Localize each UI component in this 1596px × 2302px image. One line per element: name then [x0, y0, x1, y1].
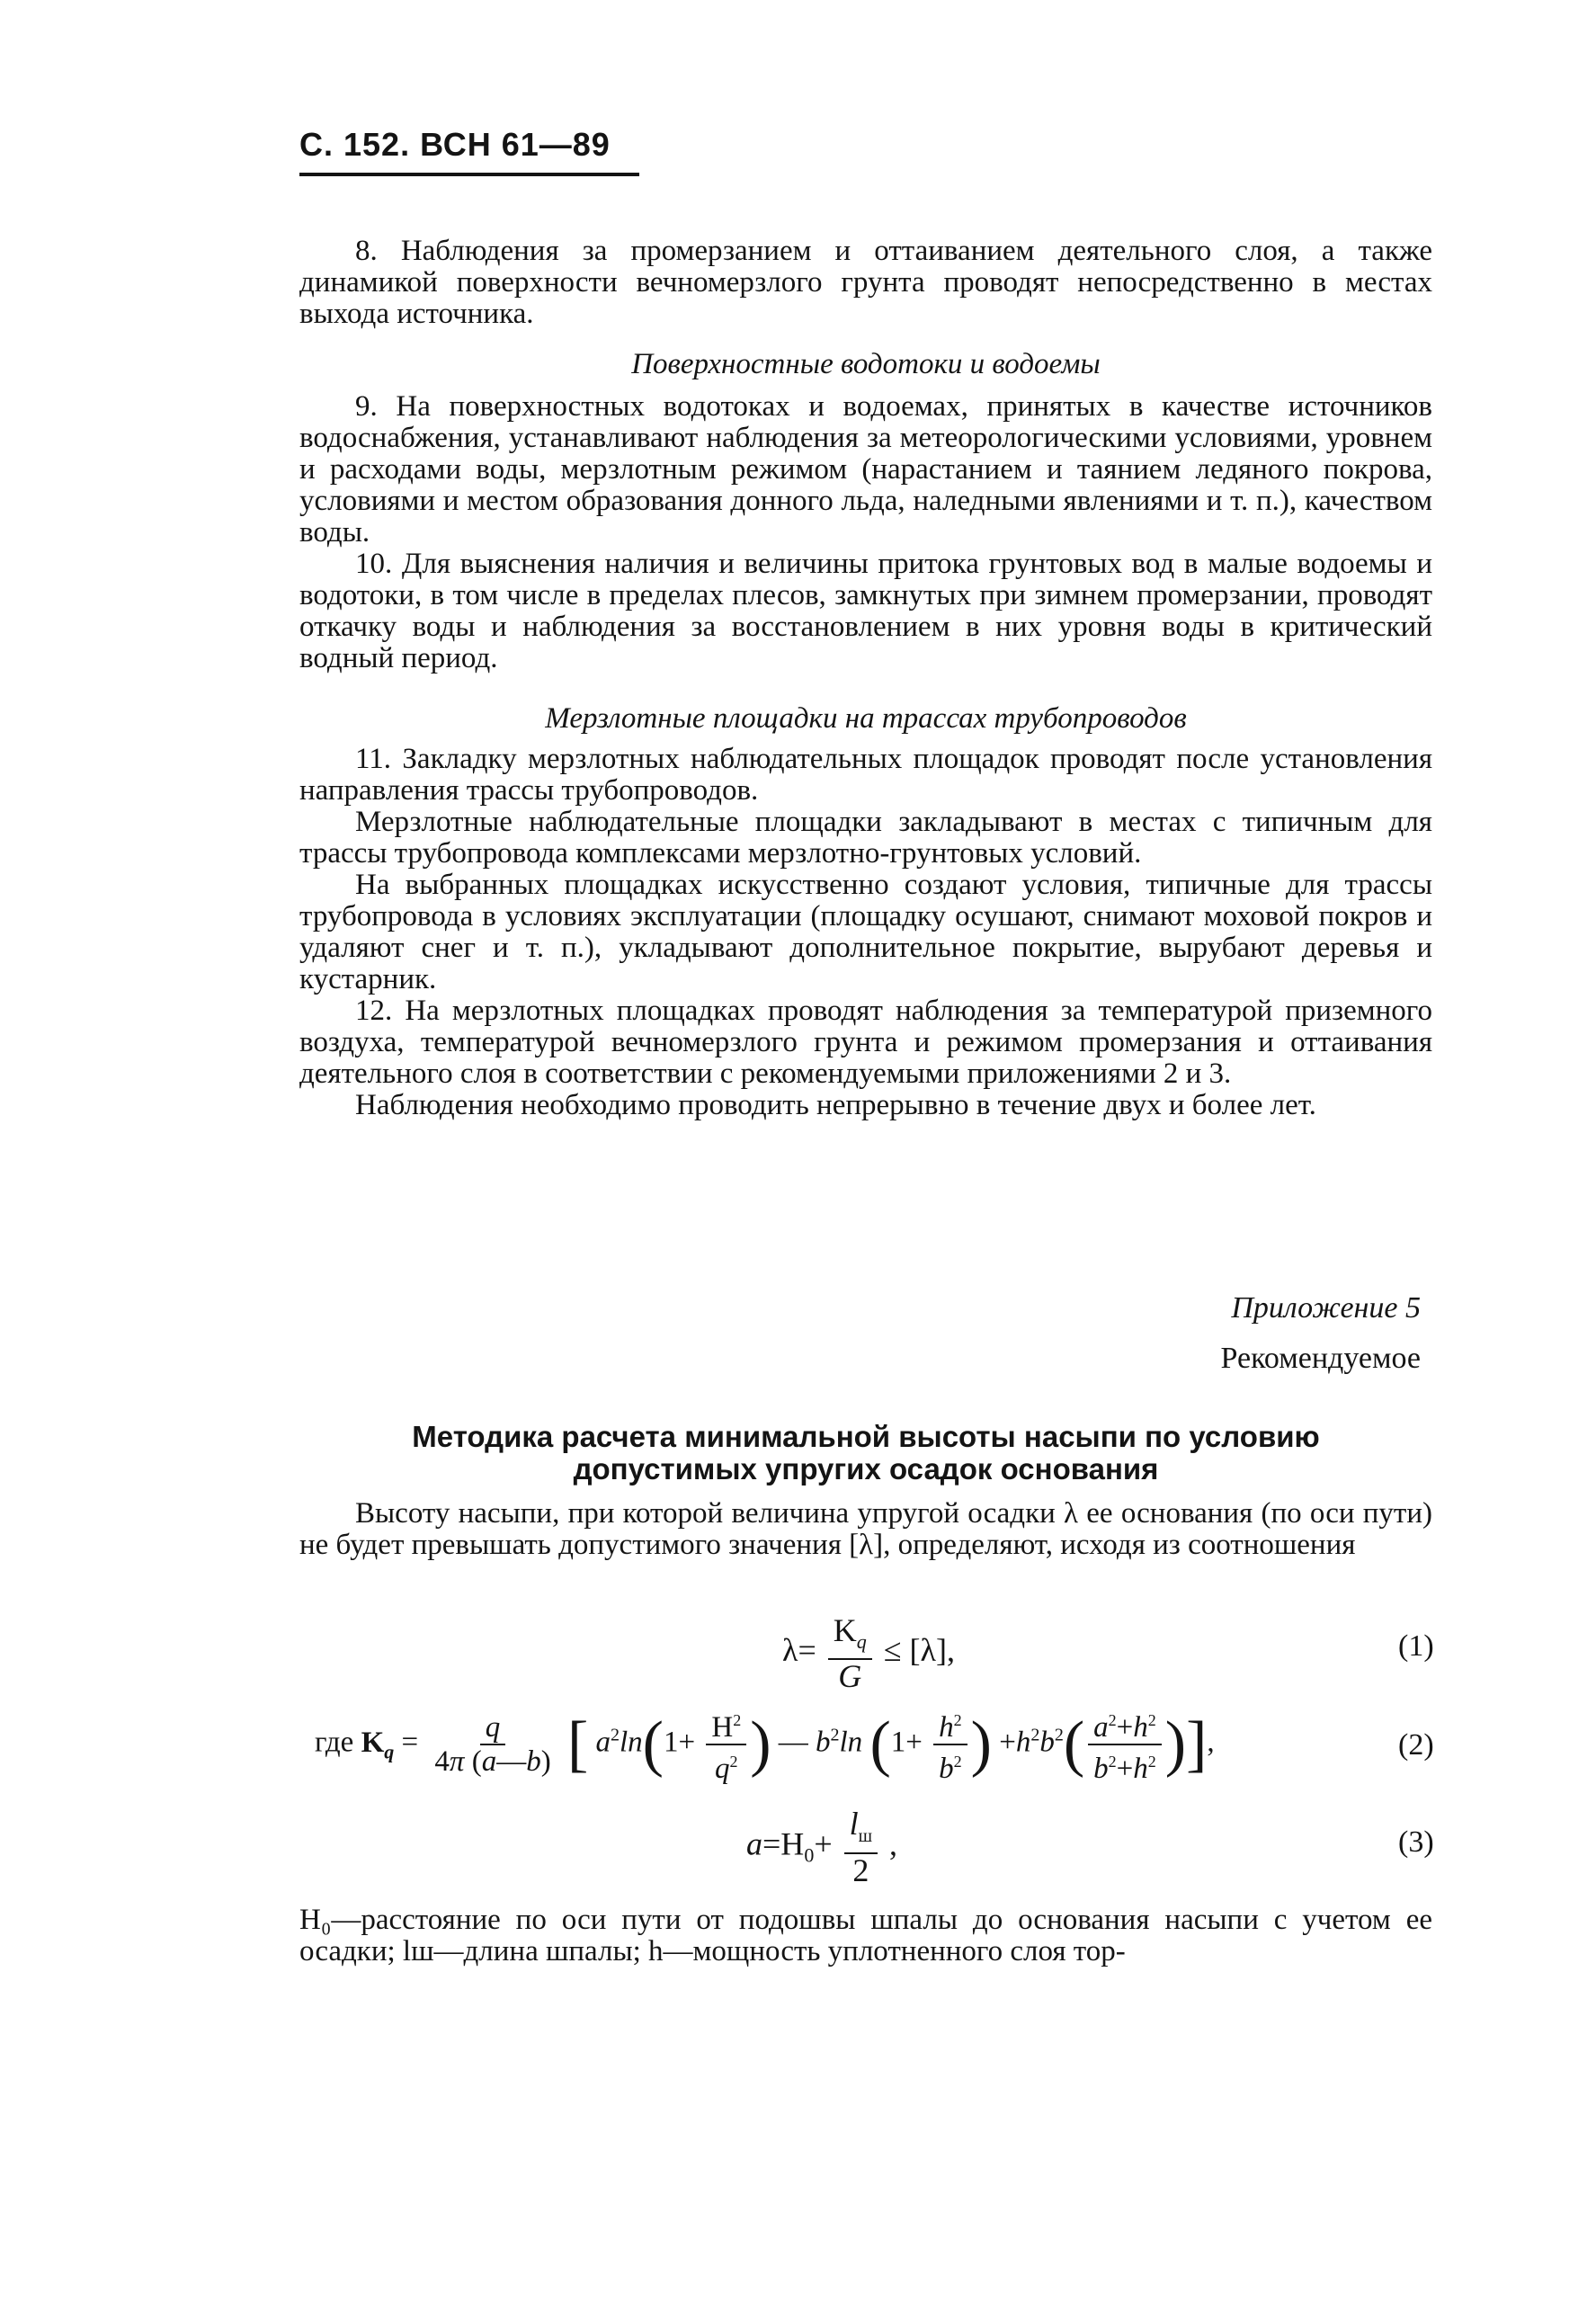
formula-3: $a=H_0+$ $\frac{l_ш}{2}$ , — [746, 1806, 898, 1889]
equation-number-2: (2) — [1398, 1728, 1434, 1762]
equation-number-1: (1) — [1398, 1629, 1434, 1663]
formula-1: λ= $\frac{K_q}{G}$ ≤ [λ], — [782, 1612, 955, 1695]
method-intro-block — [299, 1498, 1432, 1561]
paragraph-block-1 — [299, 236, 1432, 330]
method-title-line-2: допустимых упругих осадок основания — [573, 1452, 1159, 1486]
formula-2-prefix: где — [315, 1726, 354, 1759]
paragraph-9: 9. На поверхностных водотоках и водоемах, принятых в качестве источников водоснабжения, устанавливают наблюдения за метеорологическими условиями, уровнем и расходами воды, мерзлотным режимом (нарастанием и таянием ледяного покрова, условиями и местом образования донного льда, наледными явлениями и т. п.), качеством воды. — [299, 390, 1432, 549]
paragraph-10: 10. Для выяснения наличия и величины притока грунтовых вод в малые водоемы и водотоки, в том числе в пределах плесов, замкнутых при зимнем промерзании, проводят откачку воды и наблюдения за восстановлением в них уровня воды в критический водный период. — [299, 548, 1432, 674]
paragraph-block-sites — [299, 744, 1432, 1121]
paragraph-block-water — [299, 391, 1432, 674]
formula-2: где $K_q$ = $\frac{q}{4\pi (a—b)}$ [ $a^2\ln(1+$ $\frac{H^2}{q^2}$ ) — $b^2\ln$ (1+ $\frac{h^2}{b^2}$ ) $+h^2b^2$( $\frac{a^2+h^2}{b^2+h^2}$ )], — [315, 1704, 1215, 1785]
appendix-label — [1221, 1290, 1421, 1377]
paragraph-8: 8. Наблюдения за промерзанием и оттаиванием деятельного слоя, а также динамикой поверхности вечномерзлого грунта проводят непосредственно в местах выхода источника. — [299, 235, 1432, 330]
paragraph-12b: Наблюдения необходимо проводить непрерывно в течение двух и более лет. — [355, 1089, 1316, 1121]
section-title-sites: Мерзлотные площадки на трассах трубопроводов — [545, 702, 1187, 735]
paragraph-11c: На выбранных площадках искусственно создают условия, типичные для трассы трубопровода в условиях эксплуатации (площадку осушают, снимают моховой покров и удаляют снег и т. п.), укладывают дополнительное покрытие, вырубают деревья и кустарник. — [299, 869, 1432, 995]
method-intro: Высоту насыпи, при которой величина упругой осадки λ ее основания (по оси пути) не будет превышать допустимого значения [λ], определяют, исходя из соотношения — [299, 1497, 1432, 1561]
header-underline — [299, 173, 639, 176]
paragraph-12: 12. На мерзлотных площадках проводят наблюдения за температурой приземного воздуха, температурой вечномерзлого грунта и режимом промерзания и оттаивания деятельного слоя в соответствии с рекомендуемыми приложениями 2 и 3. — [299, 995, 1432, 1090]
method-title-line-1: Методика расчета минимальной высоты насыпи по условию — [412, 1420, 1320, 1453]
section-title-water: Поверхностные водотоки и водоемы — [631, 348, 1101, 380]
paragraph-11: 11. Закладку мерзлотных наблюдательных площадок проводят после установления направления трассы трубопроводов. — [299, 743, 1432, 807]
variable-definitions: H₀—расстояние по оси пути от подошвы шпалы до основания насыпи с учетом ее осадки; lш—длина шпалы; h—мощность уплотненного слоя тор- — [299, 1904, 1432, 1967]
method-title — [299, 1421, 1432, 1486]
appendix-status: Рекомендуемое — [1220, 1342, 1421, 1375]
page-header: С. 152. ВСН 61—89 — [299, 126, 611, 163]
definitions-block — [299, 1905, 1432, 1967]
equation-number-3: (3) — [1398, 1825, 1434, 1859]
paragraph-11b: Мерзлотные наблюдательные площадки закладывают в местах с типичным для трассы трубопровода комплексами мерзлотно-грунтовых условий. — [299, 806, 1432, 870]
formula-1-fraction: $\frac{K_q}{G}$ — [828, 1614, 872, 1692]
appendix-number: Приложение 5 — [1231, 1291, 1421, 1325]
